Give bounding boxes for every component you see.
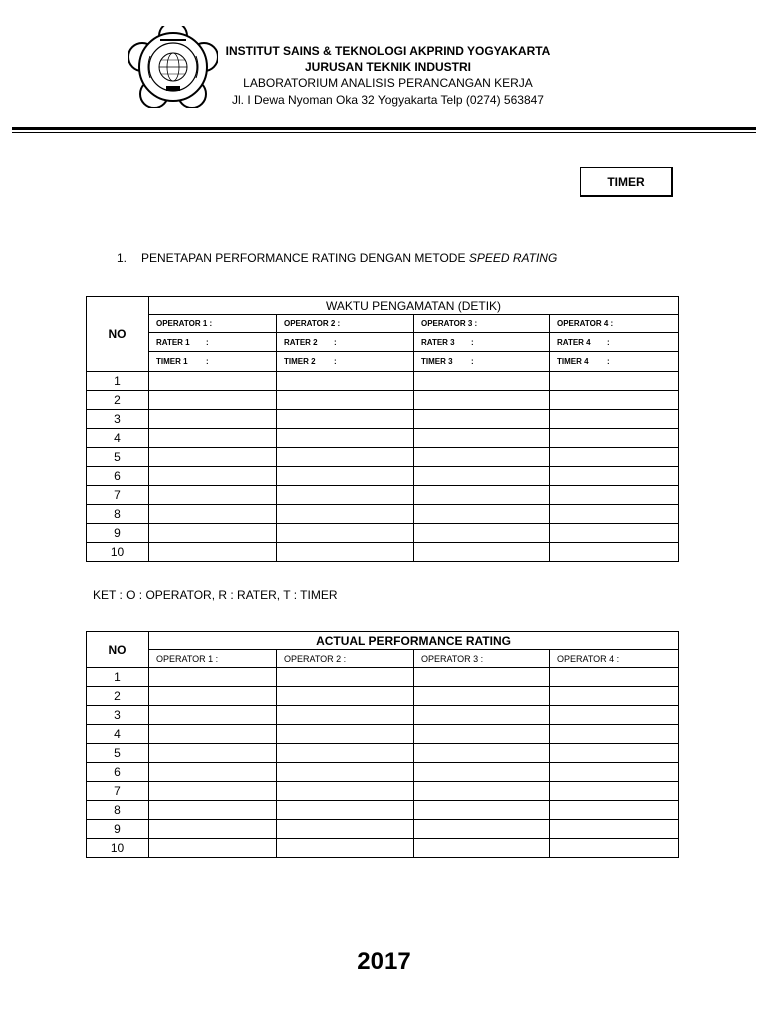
table-row <box>87 801 679 820</box>
row-number: 9 <box>87 820 149 839</box>
table-row <box>87 782 679 801</box>
actual-performance-rating-table <box>86 631 679 858</box>
operator-4-cell[interactable] <box>550 372 679 391</box>
operator-1-label: OPERATOR 1 : <box>149 315 277 333</box>
institute-name: INSTITUT SAINS & TEKNOLOGI AKPRIND YOGYAKARTA <box>225 44 551 58</box>
operator-2-cell[interactable] <box>277 524 414 543</box>
operator-3-cell[interactable] <box>414 668 550 687</box>
rater-2-label: RATER 2 : <box>277 333 414 352</box>
operator-3-label: OPERATOR 3 : <box>414 315 550 333</box>
table-row <box>87 429 679 448</box>
section-title-italic: SPEED RATING <box>468 251 558 265</box>
table-row <box>87 839 679 858</box>
table-row <box>87 706 679 725</box>
timer-4-label: TIMER 4 : <box>550 352 679 372</box>
rater-3-label: RATER 3 : <box>414 333 550 352</box>
operator-2-cell[interactable] <box>277 820 414 839</box>
observation-time-table <box>86 296 679 562</box>
operator-2-cell[interactable] <box>277 668 414 687</box>
section-number: 1. <box>117 251 128 265</box>
actual-performance-rating-header: ACTUAL PERFORMANCE RATING <box>149 632 679 650</box>
operator-3-cell[interactable] <box>414 467 550 486</box>
operator-2-cell[interactable] <box>277 706 414 725</box>
operator-2-cell[interactable] <box>277 725 414 744</box>
operator-1-cell[interactable] <box>149 725 277 744</box>
operator-1-cell[interactable] <box>149 763 277 782</box>
operator-1-cell[interactable] <box>149 467 277 486</box>
operator-1-cell[interactable] <box>149 668 277 687</box>
row-number: 3 <box>87 410 149 429</box>
timer-1-label: TIMER 1 : <box>149 352 277 372</box>
row-number: 1 <box>87 372 149 391</box>
operator-1-cell[interactable] <box>149 486 277 505</box>
department-name: JURUSAN TEKNIK INDUSTRI <box>304 60 471 74</box>
operator-4-cell[interactable] <box>550 839 679 858</box>
operator-2-cell[interactable] <box>277 687 414 706</box>
operator-4-label: OPERATOR 4 : <box>550 650 679 668</box>
institute-address: Jl. I Dewa Nyoman Oka 32 Yogyakarta Telp (0274) 563847 <box>232 93 544 107</box>
operator-2-label: OPERATOR 2 : <box>277 315 414 333</box>
operator-2-cell[interactable] <box>277 410 414 429</box>
table-row <box>87 668 679 687</box>
table-row <box>87 391 679 410</box>
operator-4-cell[interactable] <box>550 706 679 725</box>
row-number: 3 <box>87 706 149 725</box>
no-column-header: NO <box>87 632 149 668</box>
operator-4-cell[interactable] <box>550 486 679 505</box>
operator-3-cell[interactable] <box>414 372 550 391</box>
operator-4-cell[interactable] <box>550 801 679 820</box>
document-year: 2017 <box>357 948 411 975</box>
operator-4-cell[interactable] <box>550 467 679 486</box>
operator-3-label: OPERATOR 3 : <box>414 650 550 668</box>
table-row <box>87 725 679 744</box>
timer-3-label: TIMER 3 : <box>414 352 550 372</box>
timer-box <box>580 167 673 197</box>
operator-1-label: OPERATOR 1 : <box>149 650 277 668</box>
operator-3-cell[interactable] <box>414 801 550 820</box>
table-row <box>87 744 679 763</box>
operator-3-cell[interactable] <box>414 763 550 782</box>
operator-1-cell[interactable] <box>149 820 277 839</box>
operator-2-cell[interactable] <box>277 839 414 858</box>
table-row <box>87 543 679 562</box>
operator-2-cell[interactable] <box>277 763 414 782</box>
operator-3-cell[interactable] <box>414 486 550 505</box>
rater-1-label: RATER 1 : <box>149 333 277 352</box>
table-row <box>87 505 679 524</box>
laboratory-name: LABORATORIUM ANALISIS PERANCANGAN KERJA <box>243 76 533 90</box>
operator-2-cell[interactable] <box>277 744 414 763</box>
operator-4-cell[interactable] <box>550 410 679 429</box>
table-row <box>87 687 679 706</box>
table-row <box>87 486 679 505</box>
row-number: 4 <box>87 725 149 744</box>
row-number: 10 <box>87 543 149 562</box>
operator-4-cell[interactable] <box>550 668 679 687</box>
row-number: 4 <box>87 429 149 448</box>
operator-3-cell[interactable] <box>414 448 550 467</box>
operator-4-cell[interactable] <box>550 524 679 543</box>
header-rule-thin <box>12 132 756 133</box>
operator-1-cell[interactable] <box>149 687 277 706</box>
legend-note: KET : O : OPERATOR, R : RATER, T : TIMER <box>93 588 338 602</box>
operator-1-cell[interactable] <box>149 524 277 543</box>
operator-2-cell[interactable] <box>277 391 414 410</box>
operator-2-cell[interactable] <box>277 467 414 486</box>
table-row <box>87 467 679 486</box>
operator-3-cell[interactable] <box>414 744 550 763</box>
operator-1-cell[interactable] <box>149 448 277 467</box>
operator-2-cell[interactable] <box>277 505 414 524</box>
row-number: 2 <box>87 391 149 410</box>
operator-3-cell[interactable] <box>414 725 550 744</box>
operator-3-cell[interactable] <box>414 687 550 706</box>
operator-2-label: OPERATOR 2 : <box>277 650 414 668</box>
operator-1-cell[interactable] <box>149 839 277 858</box>
operator-4-cell[interactable] <box>550 543 679 562</box>
operator-1-cell[interactable] <box>149 744 277 763</box>
operator-3-cell[interactable] <box>414 706 550 725</box>
table-row <box>87 820 679 839</box>
row-number: 5 <box>87 448 149 467</box>
row-number: 2 <box>87 687 149 706</box>
operator-2-cell[interactable] <box>277 372 414 391</box>
row-number: 8 <box>87 801 149 820</box>
operator-1-cell[interactable] <box>149 706 277 725</box>
operator-4-cell[interactable] <box>550 763 679 782</box>
row-number: 5 <box>87 744 149 763</box>
row-number: 9 <box>87 524 149 543</box>
operator-2-cell[interactable] <box>277 486 414 505</box>
operator-1-cell[interactable] <box>149 801 277 820</box>
operator-3-cell[interactable] <box>414 543 550 562</box>
row-number: 7 <box>87 486 149 505</box>
operator-1-cell[interactable] <box>149 782 277 801</box>
operator-3-cell[interactable] <box>414 524 550 543</box>
row-number: 8 <box>87 505 149 524</box>
operator-1-cell[interactable] <box>149 543 277 562</box>
operator-3-cell[interactable] <box>414 429 550 448</box>
operator-4-cell[interactable] <box>550 725 679 744</box>
section-title: PENETAPAN PERFORMANCE RATING DENGAN METODE <box>141 251 469 265</box>
header-rule-thick <box>12 127 756 130</box>
row-number: 7 <box>87 782 149 801</box>
operator-1-cell[interactable] <box>149 372 277 391</box>
operator-4-cell[interactable] <box>550 744 679 763</box>
operator-4-cell[interactable] <box>550 391 679 410</box>
operator-3-cell[interactable] <box>414 505 550 524</box>
operator-3-cell[interactable] <box>414 782 550 801</box>
observation-time-header: WAKTU PENGAMATAN (DETIK) <box>149 297 679 315</box>
operator-4-cell[interactable] <box>550 448 679 467</box>
timer-2-label: TIMER 2 : <box>277 352 414 372</box>
table-row <box>87 763 679 782</box>
row-number: 10 <box>87 839 149 858</box>
operator-2-cell[interactable] <box>277 448 414 467</box>
operator-1-cell[interactable] <box>149 505 277 524</box>
operator-4-label: OPERATOR 4 : <box>550 315 679 333</box>
table-row <box>87 524 679 543</box>
table-row <box>87 448 679 467</box>
rater-4-label: RATER 4 : <box>550 333 679 352</box>
operator-2-cell[interactable] <box>277 801 414 820</box>
section-heading <box>117 251 557 265</box>
operator-3-cell[interactable] <box>414 391 550 410</box>
operator-4-cell[interactable] <box>550 782 679 801</box>
operator-2-cell[interactable] <box>277 782 414 801</box>
operator-3-cell[interactable] <box>414 839 550 858</box>
operator-3-cell[interactable] <box>414 410 550 429</box>
table-row <box>87 372 679 391</box>
table-row <box>87 410 679 429</box>
operator-1-cell[interactable] <box>149 391 277 410</box>
operator-2-cell[interactable] <box>277 543 414 562</box>
operator-4-cell[interactable] <box>550 687 679 706</box>
no-column-header: NO <box>87 297 149 372</box>
timer-label: TIMER <box>607 174 645 189</box>
row-number: 1 <box>87 668 149 687</box>
operator-4-cell[interactable] <box>550 429 679 448</box>
operator-2-cell[interactable] <box>277 429 414 448</box>
operator-4-cell[interactable] <box>550 505 679 524</box>
operator-3-cell[interactable] <box>414 820 550 839</box>
row-number: 6 <box>87 763 149 782</box>
operator-4-cell[interactable] <box>550 820 679 839</box>
row-number: 6 <box>87 467 149 486</box>
operator-1-cell[interactable] <box>149 410 277 429</box>
operator-1-cell[interactable] <box>149 429 277 448</box>
